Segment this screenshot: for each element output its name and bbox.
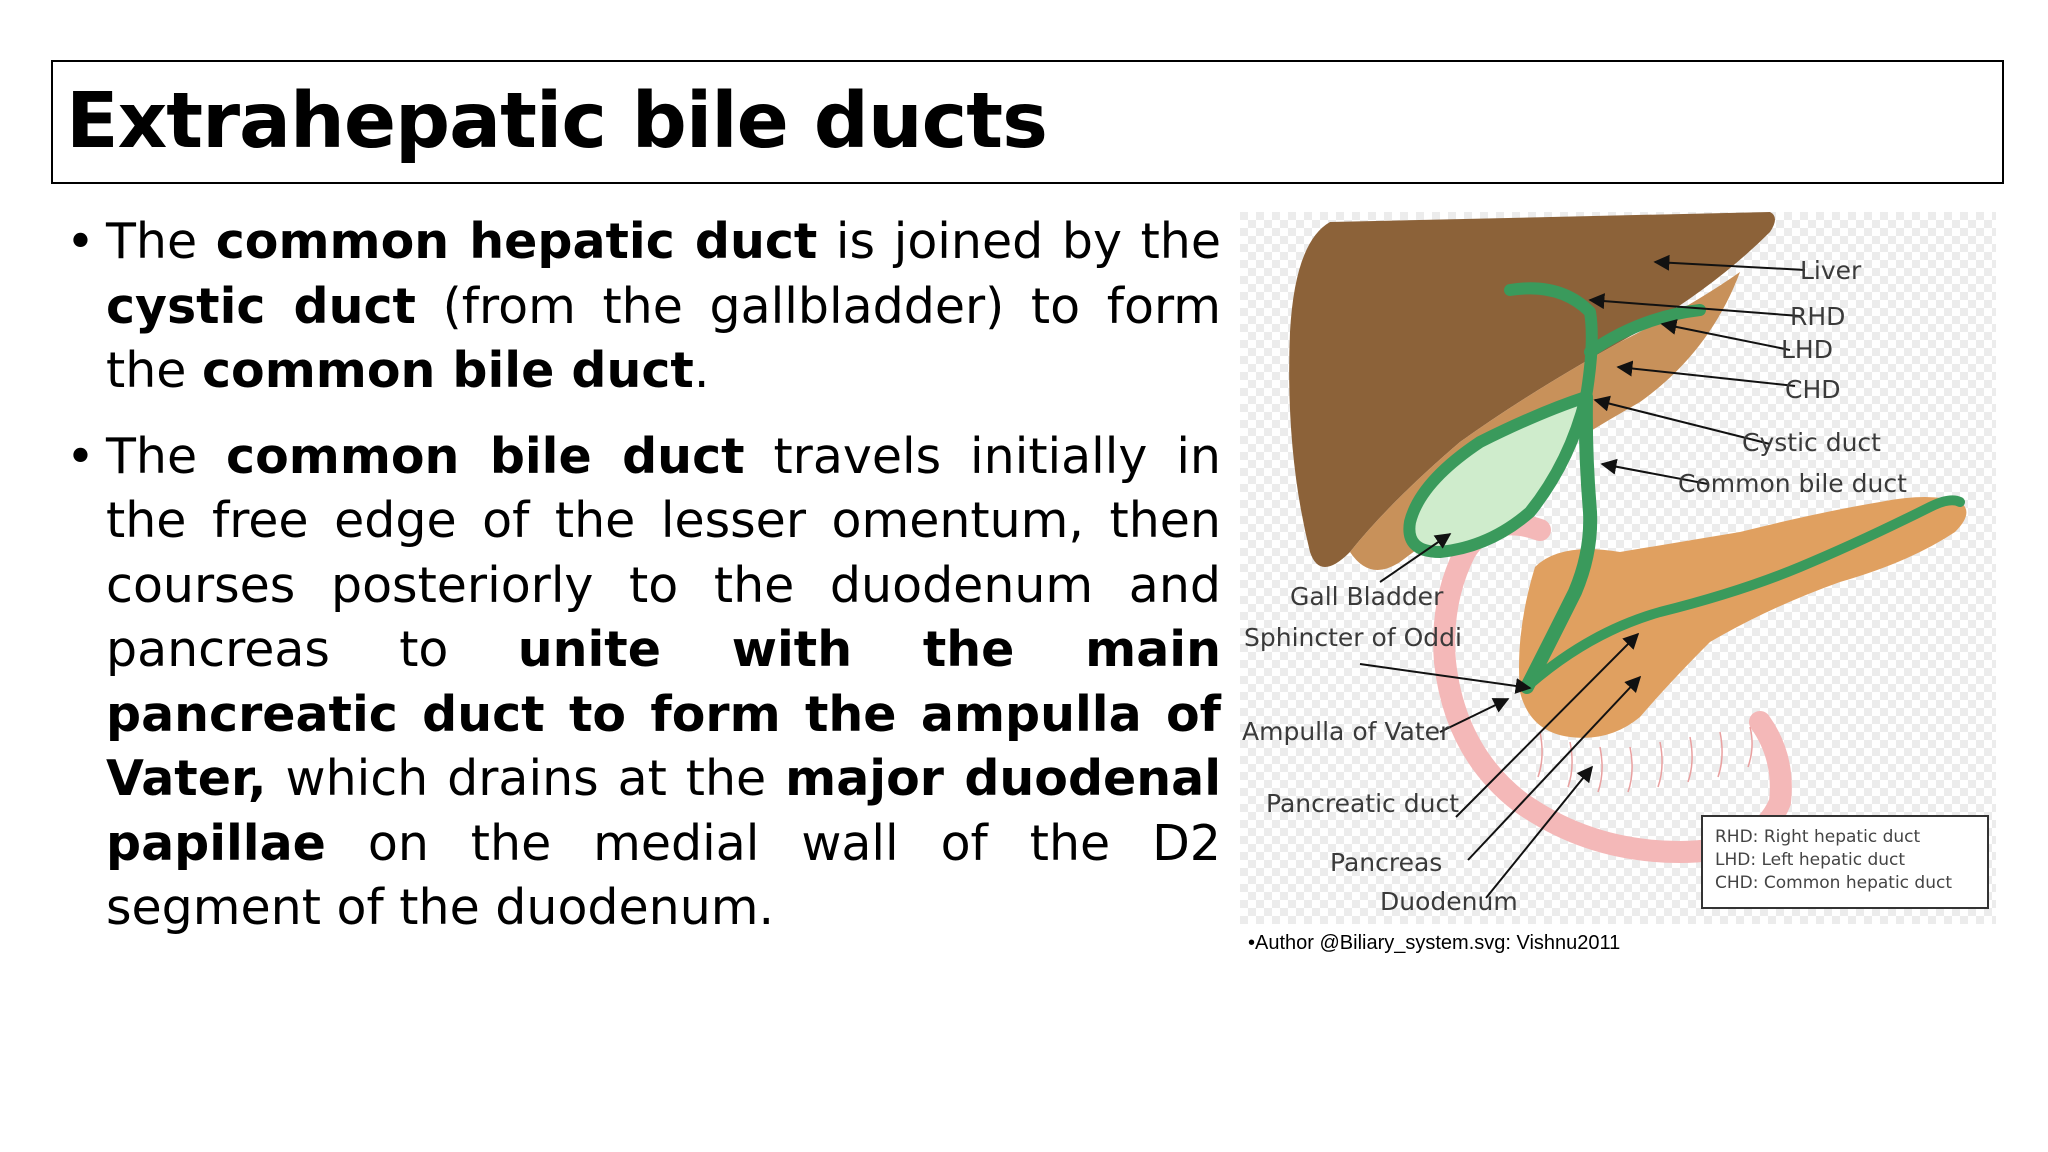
legend-lhd: LHD: Left hepatic duct	[1715, 850, 1906, 870]
label-pancreatic-duct: Pancreatic duct	[1266, 789, 1459, 818]
label-pancreas: Pancreas	[1330, 848, 1443, 877]
bullet-marker: •	[66, 427, 95, 485]
abbreviation-legend	[1702, 816, 1988, 908]
bullet-text: travels initially in the free edge of the lesser omentum, then courses posteriorly to the duodenum and pancreas to	[106, 427, 1221, 678]
bold-term-cystic-duct: cystic duct	[106, 277, 416, 335]
legend-chd: CHD: Common hepatic duct	[1715, 873, 1953, 893]
label-rhd: RHD	[1790, 302, 1846, 331]
bullet-text: The	[106, 427, 227, 485]
label-ampulla-of-vater: Ampulla of Vater	[1242, 717, 1451, 746]
label-gall-bladder: Gall Bladder	[1290, 582, 1444, 611]
bullet-text: (from the gallbladder) to form the	[106, 277, 1221, 399]
label-duodenum: Duodenum	[1380, 887, 1518, 916]
bullet-text: The	[106, 213, 216, 270]
bold-term-papillae: major duodenal papillae	[106, 750, 1222, 872]
bullet-item-2	[66, 425, 1221, 941]
bold-term-common-hepatic-duct: common hepatic duct	[215, 213, 818, 270]
slide-title: Extrahepatic bile ducts	[66, 77, 1047, 166]
bullet-text: .	[693, 342, 710, 399]
bullet-marker: •	[66, 213, 95, 270]
bold-term-common-bile-duct: common bile duct	[226, 427, 745, 485]
bold-term-common-bile-duct: common bile duct	[202, 342, 694, 399]
label-cystic-duct: Cystic duct	[1742, 428, 1881, 457]
figure-attribution: •Author @Biliary_system.svg: Vishnu2011	[1248, 932, 1621, 954]
bullet-text: on the medial wall of the D2 segment of the duodenum.	[106, 814, 1221, 936]
bullet-list	[66, 210, 1221, 941]
label-lhd: LHD	[1781, 335, 1833, 364]
bullet-text: is joined by the	[817, 213, 1221, 270]
label-sphincter-of-oddi: Sphincter of Oddi	[1244, 623, 1462, 652]
bullet-item-1	[66, 210, 1221, 404]
label-chd: CHD	[1785, 375, 1841, 404]
biliary-system-diagram	[1240, 212, 1996, 924]
label-liver: Liver	[1800, 256, 1862, 285]
legend-rhd: RHD: Right hepatic duct	[1715, 827, 1921, 847]
bullet-text: which drains at the	[266, 750, 786, 807]
bold-term-ampulla: unite with the main pancreatic duct to form the ampulla of Vater,	[106, 621, 1221, 807]
label-common-bile-duct: Common bile duct	[1678, 469, 1907, 498]
